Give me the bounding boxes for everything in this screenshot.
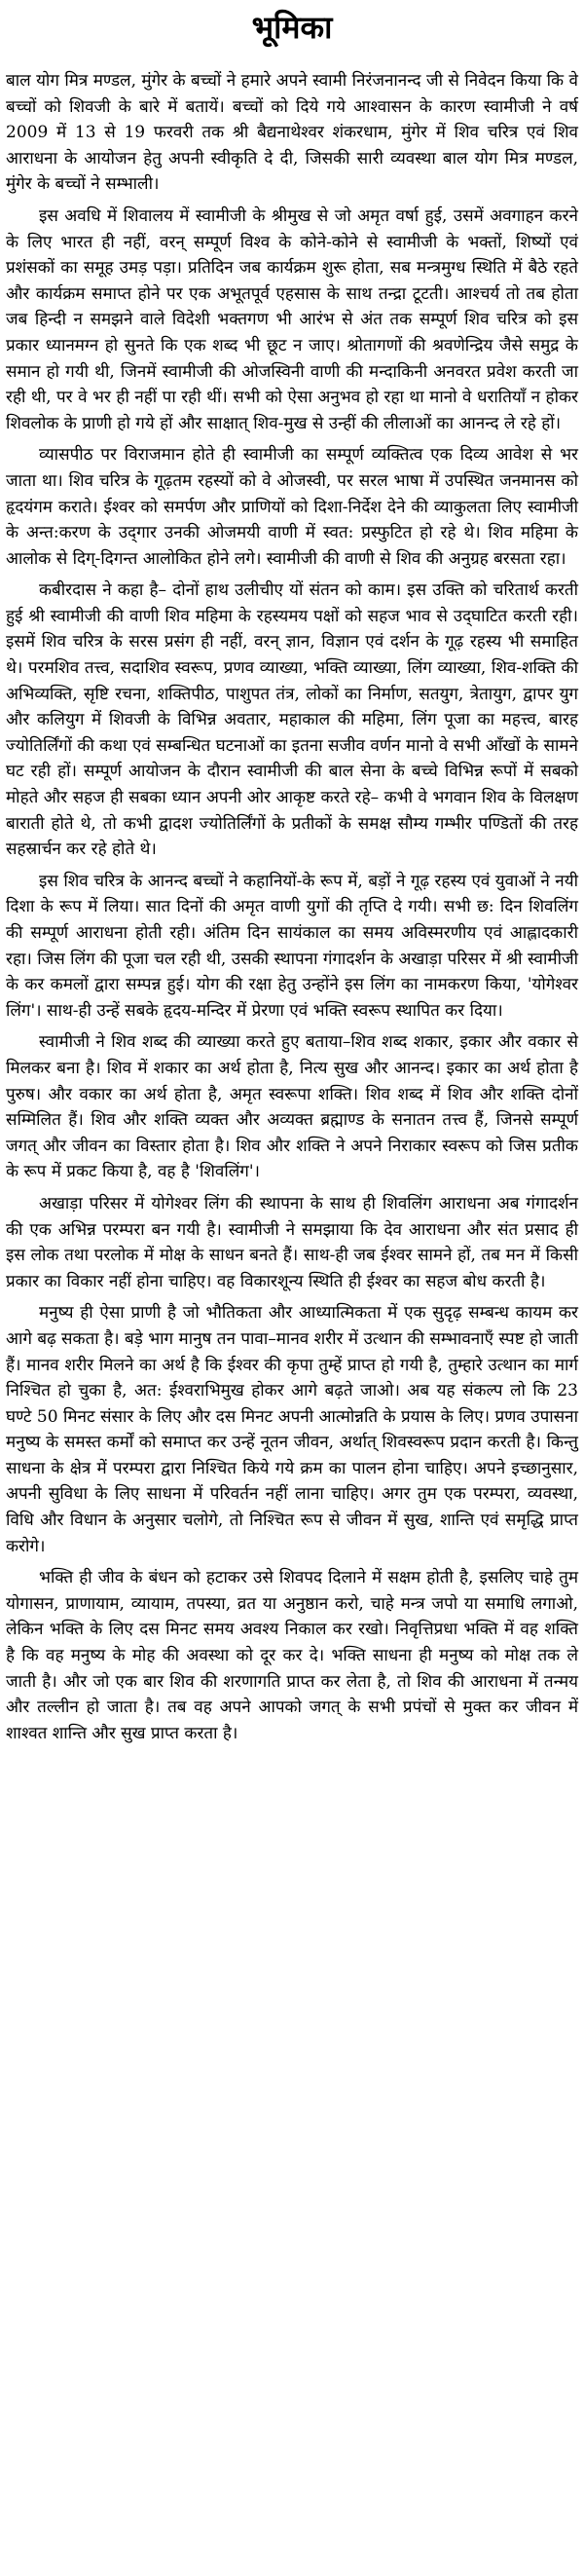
paragraph-intro: बाल योग मित्र मण्डल, मुंगेर के बच्चों ने हमारे अपने स्वामी निरंजनानन्द जी से निवेदन किया कि वे बच्चों को शिवजी के बारे में बतायें। बच्चों को दिये गये आश्वासन के कारण स्वामीजी ने वर्ष 2009 में 13 से 19 फरवरी तक श्री बैद्यनाथेश्वर शंकरधाम, मुंगेर में शिव चरित्र एवं शिव आराधना के आयोजन हेतु अपनी स्वीकृति दे दी, जिसकी सारी व्यवस्था बाल योग मित्र मण्डल, मुंगेर के बच्चों ने सम्भाली। <box>6 71 578 195</box>
paragraph-manushya: मनुष्य ही ऐसा प्राणी है जो भौतिकता और आध्यात्मिकता में एक सुदृढ़ सम्बन्ध कायम कर आगे बढ़ सकता है। बड़े भाग मानुष तन पावा–मानव शरीर में उत्थान की सम्भावनाएँ स्पष्ट हो जाती हैं। मानव शरीर मिलने का अर्थ है कि ईश्वर की कृपा तुम्हें प्राप्त हो गयी है, तुम्हारे उत्थान का मार्ग निश्चित हो चुका है, अत: ईश्वराभिमुख होकर आगे बढ़ते जाओ। अब यह संकल्प लो कि 23 घण्टे 50 मिनट संसार के लिए और दस मिनट अपनी आत्मोन्नति के प्रयास के लिए। प्रणव उपासना मनुष्य के समस्त कर्मों को समाप्त कर उन्हें नूतन जीवन, अर्थात् शिवस्वरूप प्रदान करती है। किन्तु साधना के क्षेत्र में परम्परा द्वारा निश्चित किये गये क्रम का पालन होना चाहिए। अपने इच्छानुसार, अपनी सुविधा के लिए साधना में परिवर्तन नहीं लाना चाहिए। अगर तुम एक परम्परा, व्यवस्था, विधि और विधान के अनुसार चलोगे, तो निश्चित रूप से जीवन में सुख, शान्ति एवं समृद्धि प्राप्त करोगे। <box>6 1303 578 1556</box>
paragraph-shiv-charitra: इस शिव चरित्र के आनन्द बच्चों ने कहानियों-के रूप में, बड़ों ने गूढ़ रहस्य एवं युवाओं ने नयी दिशा के रूप में लिया। सात दिनों की अमृत वाणी युगों की तृप्ति दे गयी। सभी छ: दिन शिवलिंग की सम्पूर्ण आराधना होती रही। अंतिम दिन सायंकाल का समय अविस्मरणीय एवं आह्लादकारी रहा। जिस लिंग की पूजा चल रही थी, उसकी स्थापना गंगादर्शन के अखाड़ा परिसर में श्री स्वामीजी के कर कमलों द्वारा सम्पन्न हुई। योग की रक्षा हेतु उन्होंने इस लिंग का नामकरण किया, 'योगेश्वर लिंग'। साथ-ही उन्हें सबके हृदय-मन्दिर में प्रेरणा एवं भक्ति स्वरूप स्थापित कर दिया। <box>6 871 578 1021</box>
page-title: भूमिका <box>251 9 333 46</box>
paragraph-vyasapeeth: व्यासपीठ पर विराजमान होते ही स्वामीजी का सम्पूर्ण व्यक्तित्व एक दिव्य आवेश से भर जाता था। शिव चरित्र के गूढ़तम रहस्यों को वे ओजस्वी, पर सरल भाषा में उपस्थित जनमानस को हृदयंगम कराते। ईश्वर को समर्पण और प्राणियों को दिशा-निर्देश देने की व्याकुलता लिए स्वामीजी के अन्त:करण के उद्‌गार उनकी ओजमयी वाणी में स्वत: प्रस्फुटित हो रहे थे। शिव महिमा के आलोक से दिग्-दिगन्त आलोकित होने लगे। स्वामीजी की वाणी से शिव की अनुग्रह बरसता रहा। <box>6 445 578 569</box>
paragraph-bhakti: भक्ति ही जीव के बंधन को हटाकर उसे शिवपद दिलाने में सक्षम होती है, इसलिए चाहे तुम योगासन, प्राणायाम, व्यायाम, तपस्या, व्रत या अनुष्ठान करो, चाहे मन्त्र जपो या समाधि लगाओ, लेकिन भक्ति के लिए दस मिनट समय अवश्य निकाल कर रखो। निवृत्तिप्रधा भक्ति में वह शक्ति है कि वह मनुष्य के मोह की अवस्था को दूर कर दे। भक्ति साधना ही मनुष्य को मोक्ष तक ले जाती है। और जो एक बार शिव की शरणागति प्राप्त कर लेता है, तो शिव की आराधना में तन्मय और तल्लीन हो जाता है। तब वह अपने आपको जगत् के सभी प्रपंचों से मुक्त कर जीवन में शाश्वत शान्ति और सुख प्राप्त करता है। <box>6 1568 578 1743</box>
paragraph-akhada: अखाड़ा परिसर में योगेश्वर लिंग की स्थापना के साथ ही शिवलिंग आराधना अब गंगादर्शन की एक अभिन्न परम्परा बन गयी है। स्वामीजी ने समझाया कि देव आराधना और संत प्रसाद ही इस लोक तथा परलोक में मोक्ष के साधन बनते हैं। साथ-ही जब ईश्वर सामने हों, तब मन में किसी प्रकार का विकार नहीं होना चाहिए। वह विकारशून्य स्थिति ही ईश्वर का सहज बोध करती है। <box>6 1193 578 1291</box>
paragraph-shivalaya: इस अवधि में शिवालय में स्वामीजी के श्रीमुख से जो अमृत वर्षा हुई, उसमें अवगाहन करने के लिए भारत ही नहीं, वरन् सम्पूर्ण विश्व के कोने-कोने से स्वामीजी के भक्तों, शिष्यों एवं प्रशंसकों का समूह उमड़ पड़ा। प्रतिदिन जब कार्यक्रम शुरू होता, सब मन्त्रमुग्ध स्थिति में बैठे रहते और कार्यक्रम समाप्त होने पर एक अभूतपूर्व एहसास के साथ तन्द्रा टूटती। आश्चर्य तो तब होता जब हिन्दी न समझने वाले विदेशी भक्तगण भी आरंभ से अंत तक सम्पूर्ण शिव चरित्र को इस प्रकार ध्यानमग्न हो सुनते कि एक शब्द भी छूट न जाए। श्रोतागणों की श्रवणेन्द्रिय जैसे समुद्र के समान हो गयी थी, जिनमें स्वामीजी की ओजस्विनी वाणी की मन्दाकिनी अनवरत प्रवेश करती जा रही थी, पर वे भर ही नहीं पा रही थीं। सभी को ऐसा अनुभव हो रहा था मानो वे धरातियाँ न होकर शिवलोक के प्राणी हो गये हों और साक्षात् शिव-मुख से उन्हीं की लीलाओं का आनन्द ले रहे हों। <box>6 205 578 433</box>
paragraph-kabirdas: कबीरदास ने कहा है– दोनों हाथ उलीचीए यों संतन को काम। इस उक्ति को चरितार्थ करती हुई श्री स्वामीजी की वाणी शिव महिमा के रहस्यमय पक्षों को सहज भाव से उद्‌घाटित करती रही। इसमें शिव चरित्र के सरस प्रसंग ही नहीं, वरन् ज्ञान, विज्ञान एवं दर्शन के गूढ़ रहस्य भी समाहित थे। परमशिव तत्त्व, सदाशिव स्वरूप, प्रणव व्याख्या, भक्ति व्याख्या, लिंग व्याख्या, शिव-शक्ति की अभिव्यक्ति, सृष्टि रचना, शक्तिपीठ, पाशुपत तंत्र, लोकों का निर्माण, सतयुग, त्रेतायुग, द्वापर युग और कलियुग में शिवजी के विभिन्न अवतार, महाकाल की महिमा, लिंग पूजा का महत्त्व, बारह ज्योतिर्लिंगों की कथा एवं सम्बन्धित घटनाओं का इतना सजीव वर्णन मानो वे सभी आँखों के सामने घट रही हों। सम्पूर्ण आयोजन के दौरान स्वामीजी की बाल सेना के बच्चे विभिन्न रूपों में सबको मोहते और सहज ही सबका ध्यान अपनी ओर आकृष्ट करते रहे– कभी वे भगवान शिव के विलक्षण बाराती होते थे, तो कभी द्वादश ज्योतिर्लिंगों के प्रतीकों के समक्ष सौम्य गम्भीर पण्डितों की तरह सहस्रार्चन कर रहे होते थे। <box>6 580 578 860</box>
paragraph-shiv-shabd: स्वामीजी ने शिव शब्द की व्याख्या करते हुए बताया–शिव शब्द शकार, इकार और वकार से मिलकर बना है। शिव में शकार का अर्थ होता है, नित्य सुख और आनन्द। इकार का अर्थ होता है पुरुष। और वकार का अर्थ होता है, अमृत स्वरूपा शक्ति। शिव शब्द में शिव और शक्ति दोनों सम्मिलित हैं। शिव और शक्ति व्यक्त और अव्यक्त ब्रह्माण्ड के सनातन तत्त्व हैं, जिनसे सम्पूर्ण जगत् और जीवन का विस्तार होता है। शिव और शक्ति ने अपने निराकार स्वरूप को जिस प्रतीक के रूप में प्रकट किया है, वह है 'शिवलिंग'। <box>6 1032 578 1182</box>
